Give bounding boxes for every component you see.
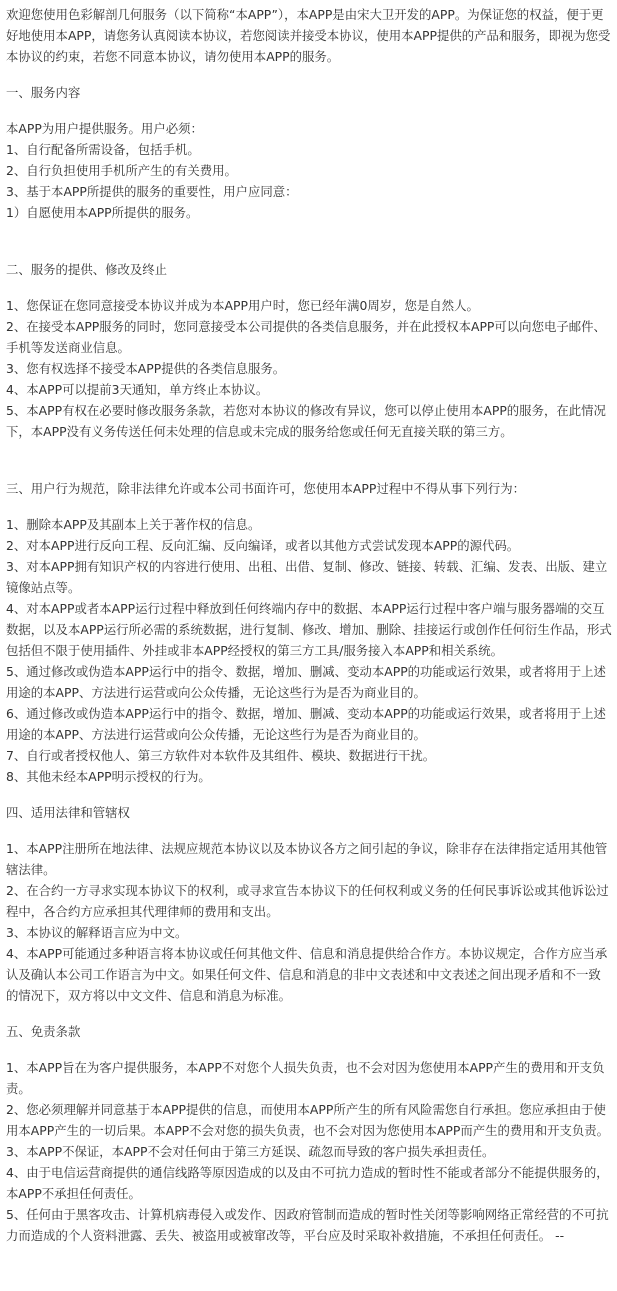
paragraph: 2、对本APP进行反向工程、反向汇编、反向编译，或者以其他方式尝试发现本APP的源代码。 (6, 538, 520, 553)
paragraph: 4、由于电信运营商提供的通信线路等原因造成的以及由不可抗力造成的暂时性不能或者部分不能提供服务的，本APP不承担任何责任。 (6, 1165, 609, 1201)
paragraph: 1、本APP注册所在地法律、法规应规范本协议以及本协议各方之间引起的争议，除非存在法律指定适用其他管辖法律。 (6, 841, 608, 877)
paragraph: 5、通过修改或伪造本APP运行中的指令、数据，增加、删减、变动本APP的功能或运行效果，或者将用于上述用途的本APP、方法进行运营或向公众传播，无论这些行为是否为商业目的。 (6, 664, 606, 700)
paragraph: 4、对本APP或者本APP运行过程中释放到任何终端内存中的数据、本APP运行过程中客户端与服务器端的交互数据，以及本APP运行所必需的系统数据，进行复制、修改、增加、删除、挂接运行或创作任何衍生作品，形式包括但不限于使用插件、外挂或非本APP经授权的第三方工具/服务接入本APP和相关系统。 (6, 601, 612, 658)
section-heading: 二、服务的提供、修改及终止 (6, 262, 168, 277)
section-heading: 一、服务内容 (6, 85, 81, 100)
paragraph: 5、任何由于黑客攻击、计算机病毒侵入或发作、因政府管制而造成的暂时性关闭等影响网络正常经营的不可抗力而造成的个人资料泄露、丢失、被盗用或被窜改等，平台应及时采取补救措施，不承担任何责任。 -- (6, 1207, 609, 1243)
section-heading: 三、用户行为规范，除非法律允许或本公司书面许可，您使用本APP过程中不得从事下列行为： (6, 481, 526, 496)
intro-paragraph: 欢迎您使用色彩解剖几何服务（以下简称“本APP”），本APP是由宋大卫开发的APP。为保证您的权益，便于更好地使用本APP，请您务认真阅读本协议，若您阅读并接受本协议，使用本APP提供的产品和服务，即视为您受本协议的约束，若您不同意本协议，请勿使用本APP的服务。 (6, 7, 611, 64)
paragraph: 4、本APP可能通过多种语言将本协议或任何其他文件、信息和消息提供给合作方。本协议规定，合作方应当承认及确认本公司工作语言为中文。如果任何文件、信息和消息的非中文表述和中文表述之间出现矛盾和不一致的情况下，双方将以中文文件、信息和消息为标准。 (6, 946, 608, 1003)
agreement-document (6, 4, 612, 1246)
paragraph: 本APP为用户提供服务。用户必须： (6, 121, 203, 136)
paragraph: 5、本APP有权在必要时修改服务条款，若您对本协议的修改有异议，您可以停止使用本APP的服务，在此情况下，本APP没有义务传送任何未处理的信息或未完成的服务给您或任何无直接关联的第三方。 (6, 403, 606, 439)
paragraph: 1）自愿使用本APP所提供的服务。 (6, 205, 199, 220)
paragraph: 3、本协议的解释语言应为中文。 (6, 925, 188, 940)
paragraph: 8、其他未经本APP明示授权的行为。 (6, 769, 211, 784)
paragraph: 3、您有权选择不接受本APP提供的各类信息服务。 (6, 361, 286, 376)
paragraph: 2、在合约一方寻求实现本协议下的权利，或寻求宣告本协议下的任何权利或义务的任何民事诉讼或其他诉讼过程中，各合约方应承担其代理律师的费用和支出。 (6, 883, 609, 919)
paragraph: 1、自行配备所需设备，包括手机。 (6, 142, 200, 157)
paragraph: 1、本APP旨在为客户提供服务，本APP不对您个人损失负责，也不会对因为您使用本APP产生的费用和开支负责。 (6, 1060, 605, 1096)
paragraph: 1、您保证在您同意接受本协议并成为本APP用户时，您已经年满0周岁，您是自然人。 (6, 298, 479, 313)
paragraph: 7、自行或者授权他人、第三方软件对本软件及其组件、模块、数据进行干扰。 (6, 748, 436, 763)
section-heading: 四、适用法律和管辖权 (6, 805, 130, 820)
paragraph: 3、基于本APP所提供的服务的重要性，用户应同意： (6, 184, 298, 199)
paragraph: 4、本APP可以提前3天通知，单方终止本协议。 (6, 382, 269, 397)
section-heading: 五、免责条款 (6, 1024, 81, 1039)
paragraph: 2、在接受本APP服务的同时，您同意接受本公司提供的各类信息服务，并在此授权本APP可以向您电子邮件、手机等发送商业信息。 (6, 319, 606, 355)
paragraph: 6、通过修改或伪造本APP运行中的指令、数据，增加、删减、变动本APP的功能或运行效果，或者将用于上述用途的本APP、方法进行运营或向公众传播，无论这些行为是否为商业目的。 (6, 706, 606, 742)
paragraph: 1、删除本APP及其副本上关于著作权的信息。 (6, 517, 261, 532)
paragraph: 3、对本APP拥有知识产权的内容进行使用、出租、出借、复制、修改、链接、转载、汇编、发表、出版、建立镜像站点等。 (6, 559, 608, 595)
paragraph: 3、本APP不保证，本APP不会对任何由于第三方延误、疏忽而导致的客户损失承担责任。 (6, 1144, 495, 1159)
paragraph: 2、自行负担使用手机所产生的有关费用。 (6, 163, 237, 178)
paragraph: 2、您必须理解并同意基于本APP提供的信息，而使用本APP所产生的所有风险需您自行承担。您应承担由于使用本APP产生的一切后果。本APP不会对您的损失负责，也不会对因为您使用本APP而产生的费用和开支负责。 (6, 1102, 610, 1138)
